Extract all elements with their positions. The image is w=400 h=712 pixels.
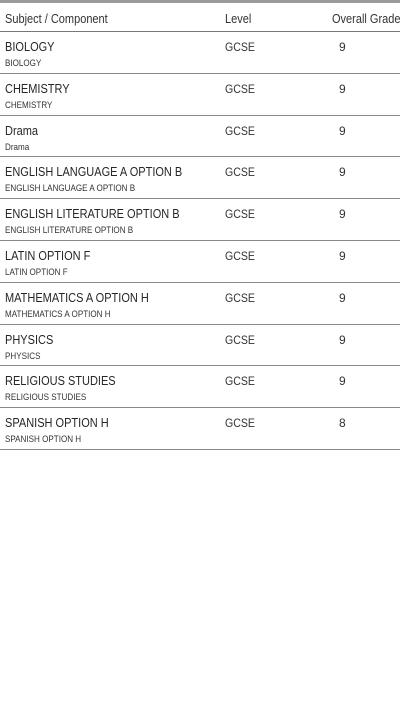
subject-name: CHEMISTRY — [5, 81, 70, 96]
grade-value: 9 — [339, 374, 346, 389]
grade-value: 9 — [339, 165, 346, 180]
component-name: ENGLISH LANGUAGE A OPTION B — [5, 183, 136, 195]
level-value: GCSE — [225, 248, 255, 263]
grade-value: 9 — [339, 207, 346, 222]
component-name: ENGLISH LITERATURE OPTION B — [5, 225, 134, 237]
subject-name: ENGLISH LANGUAGE A OPTION B — [5, 165, 183, 180]
grade-value: 8 — [339, 416, 346, 431]
table-row — [0, 408, 400, 450]
header-subject-component: Subject / Component — [5, 12, 108, 26]
level-value: GCSE — [225, 123, 255, 138]
header-level: Level — [225, 12, 252, 26]
subject-name: Drama — [5, 123, 39, 138]
component-name: MATHEMATICS A OPTION H — [5, 308, 111, 320]
level-value: GCSE — [225, 207, 255, 222]
table-row — [0, 116, 400, 158]
level-value: GCSE — [225, 165, 255, 180]
subject-name: MATHEMATICS A OPTION H — [5, 290, 149, 305]
grade-value: 9 — [339, 81, 346, 96]
grade-value: 9 — [339, 332, 346, 347]
grade-value: 9 — [339, 290, 346, 305]
table-header — [0, 0, 400, 32]
subject-name: LATIN OPTION F — [5, 248, 91, 263]
component-name: LATIN OPTION F — [5, 266, 68, 278]
table-row — [0, 283, 400, 325]
subject-name: BIOLOGY — [5, 40, 55, 54]
table-row — [0, 199, 400, 241]
component-name: RELIGIOUS STUDIES — [5, 392, 87, 404]
level-value: GCSE — [225, 81, 255, 96]
component-name: CHEMISTRY — [5, 99, 53, 111]
table-row — [0, 241, 400, 283]
level-value: GCSE — [225, 416, 255, 431]
grade-value: 9 — [339, 123, 346, 138]
component-name: BIOLOGY — [5, 58, 42, 69]
header-overall-grade: Overall Grade — [332, 12, 400, 26]
subject-name: PHYSICS — [5, 332, 54, 347]
level-value: GCSE — [225, 290, 255, 305]
subject-name: SPANISH OPTION H — [5, 416, 109, 431]
component-name: SPANISH OPTION H — [5, 434, 82, 446]
table-row — [0, 366, 400, 408]
level-value: GCSE — [225, 40, 255, 54]
table-row — [0, 74, 400, 116]
subject-name: RELIGIOUS STUDIES — [5, 374, 116, 389]
grade-value: 9 — [339, 248, 346, 263]
level-value: GCSE — [225, 374, 255, 389]
table-row — [0, 325, 400, 367]
component-name: Drama — [5, 141, 30, 153]
level-value: GCSE — [225, 332, 255, 347]
table-row — [0, 32, 400, 74]
component-name: PHYSICS — [5, 350, 41, 362]
grade-value: 9 — [339, 40, 346, 54]
table-row — [0, 157, 400, 199]
subject-name: ENGLISH LITERATURE OPTION B — [5, 207, 180, 222]
